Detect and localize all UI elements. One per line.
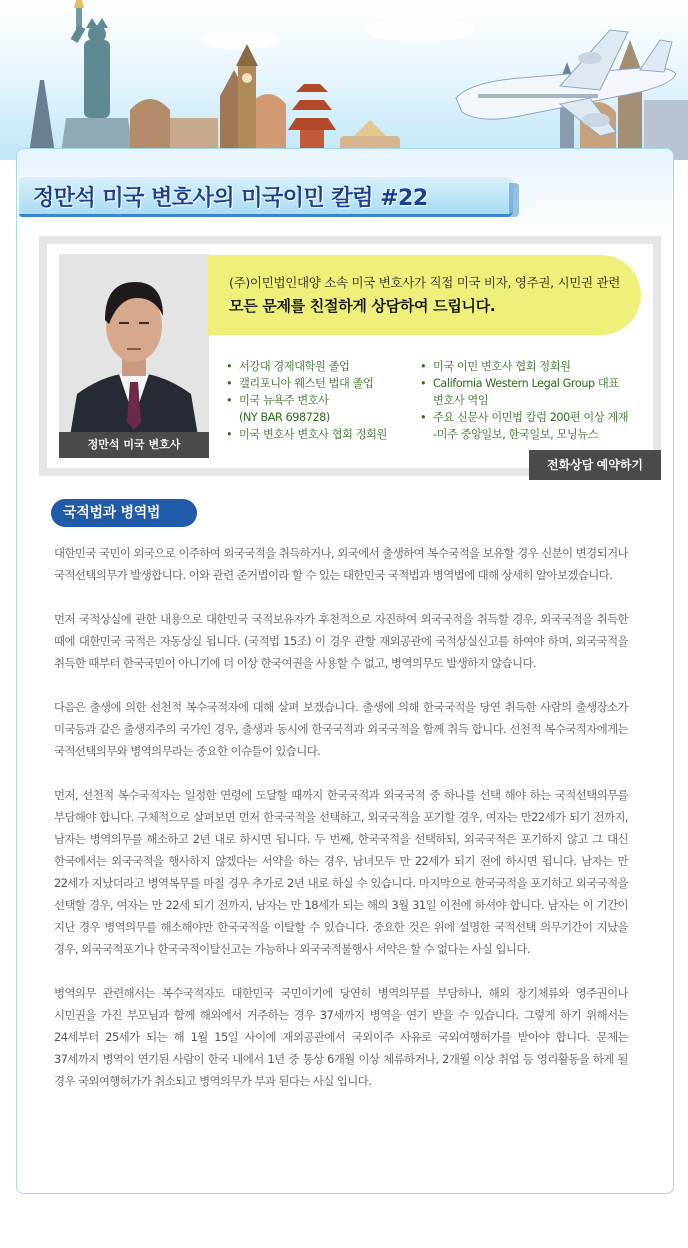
bullet-dot-icon: • — [420, 360, 427, 373]
phone-consult-button[interactable]: 전화상담 예약하기 — [529, 450, 661, 480]
credential-item — [225, 375, 387, 392]
credential-text: 미국 이민 변호사 협회 정회원 — [433, 360, 571, 373]
credential-text-cont: (NY BAR 698728) — [239, 411, 330, 424]
credential-text: 서강대 경제대학원 졸업 — [239, 360, 350, 373]
lawyer-photo — [59, 254, 209, 442]
landmarks-illustration — [0, 0, 688, 160]
article-paragraph: 먼저, 선천적 복수국적자는 일정한 연령에 도달할 때까지 한국국적과 외국국적 중 하나를 선택 해야 하는 국적선택의무를 부담해야 합니다. 구체적으로 살펴보면 먼저 한국국적을 선택하고, 외국국적을 포기할 경우, 여자는 만22세가 되기 전까지, 남자는 병역의무를 해소하고 2년 내로 하시면 됩니다. 두 번째, 한국국적을 선택하되, 외국국적은 포기하지 않고 그 대신 한국에서는 외국국적을 행사하지 않겠다는 서약을 하는 경우, 남녀모두 만 22세가 되기 전에 하시면 됩니다. 남자는 만 22세가 지났더라고 병역복무를 마칠 경우 추가로 2년 내로 하실 수 있습니다. 마지막으로 한국국적을 포기하고 외국국적을 선택할 경우, 여자는 만 22세 되기 전까지, 남자는 만 18세가 되는 해의 3월 31일 이전에 하셔야 합니다. 남자는 이 기간이 지난 경우 병역의무를 해소해야만 한국국적을 이탈할 수 있습니다. 중요한 것은 위에 설명한 국적선택 의무기간이 지났을 경우, 외국국적포기나 한국국적이탈신고는 가능하나 외국국적불행사 서약은 할 수 없다는 사실 입니다. — [54, 788, 628, 956]
bullet-dot-icon: • — [226, 428, 233, 441]
credential-text: 미국 변호사 변호사 협회 정회원 — [239, 428, 387, 441]
portrait-illustration — [59, 254, 209, 442]
article-paragraph: 다음은 출생에 의한 선천적 복수국적자에 대해 살펴 보겠습니다. 출생에 의해 한국국적을 당연 취득한 사람의 출생장소가 미국등과 같은 출생지주의 국가인 경우, 출생과 동시에 한국국적과 외국국적을 함께 취득 합니다. 선천적 복수국적자에게는 국적선택의무와 병역의무라는 중요한 이슈들이 있습니다. — [54, 700, 628, 758]
statue-of-liberty-icon — [60, 0, 134, 160]
credential-item — [419, 358, 628, 375]
article-body — [54, 542, 628, 1114]
photo-caption: 정만석 미국 변호사 — [59, 432, 209, 458]
page-title: 정만석 미국 변호사의 미국이민 칼럼 #22 — [33, 186, 428, 211]
credential-text: 캘리포니아 웨스턴 법대 졸업 — [239, 377, 374, 390]
credential-item — [225, 426, 387, 443]
profile-card — [39, 236, 661, 476]
credential-text-cont: -미주 중앙일보, 한국일보, 모닝뉴스 — [433, 428, 599, 441]
article-paragraph: 먼저 국적상실에 관한 내용으로 대한민국 국적보유자가 후천적으로 자진하여 외국국적을 취득할 경우, 외국국적을 취득한 때에 대한민국 국적은 자동상실 됩니다. (국적법 15조) 이 경우 관할 재외공관에 국적상실신고를 하여야 하며, 외국국적을 취득한 때부터 한국국민이 아니기에 더 이상 한국여권을 사용할 수 없고, 병역의무도 발생하지 않습니다. — [54, 612, 628, 670]
header-banner — [0, 0, 688, 160]
profile-inner — [47, 244, 653, 468]
article-paragraph: 병역의무 관련해서는 복수국적자도 대한민국 국민이기에 당연히 병역의무를 부담하나, 해외 장기체류와 영주권이나 시민권을 가진 부모님과 함께 해외에서 거주하는 경우 37세까지 병역을 연기 받을 수 있습니다. 그렇게 하기 위해서는 24세부터 25세가 되는 해 1월 15일 사이에 재외공관에서 국외이주 사유로 국외여행허가를 받아야 합니다. 문제는 37세까지 병역이 연기된 사람이 한국 내에서 1년 중 통상 6개월 이상 체류하거나, 2개월 이상 취업 등 영리활동을 하게 될 경우 국외여행허가가 취소되고 병역의무가 부과 된다는 사실 입니다. — [54, 986, 628, 1088]
credential-text: California Western Legal Group 대표 — [433, 377, 619, 390]
section-title: 국적법과 병역법 — [51, 499, 197, 527]
bullet-dot-icon: • — [420, 377, 427, 390]
credentials-list-left — [225, 358, 387, 443]
credential-text: 주요 신문사 이민법 칼럼 200편 이상 게재 — [433, 411, 629, 424]
content-frame — [16, 148, 674, 1194]
credential-item — [225, 392, 387, 426]
bullet-dot-icon: • — [226, 377, 233, 390]
credential-item — [225, 358, 387, 375]
intro-line-2: 모든 문제를 친절하게 상담하여 드립니다. — [229, 297, 496, 315]
article-paragraph: 대한민국 국민이 외국으로 이주하여 외국국적을 취득하거나, 외국에서 출생하여 복수국적을 보유할 경우 신분이 변경되거나 국적선택의무가 발생합니다. 이와 관련 준거법이라 할 수 있는 대한민국 국적법과 병역법에 대해 상세히 알아보겠습니다. — [54, 546, 628, 582]
credential-item — [419, 409, 628, 443]
credential-text-cont: 변호사 역임 — [433, 394, 489, 407]
bullet-dot-icon: • — [226, 394, 233, 407]
bullet-dot-icon: • — [420, 411, 427, 424]
credential-text: 미국 뉴욕주 변호사 — [239, 394, 329, 407]
intro-bubble — [207, 255, 641, 335]
title-ribbon — [19, 177, 513, 217]
credential-item — [419, 375, 628, 409]
credentials-list-right — [419, 358, 628, 443]
intro-line-1: (주)이민법인대양 소속 미국 변호사가 직접 미국 비자, 영주권, 시민권 관련 — [229, 275, 621, 290]
bullet-dot-icon: • — [226, 360, 233, 373]
